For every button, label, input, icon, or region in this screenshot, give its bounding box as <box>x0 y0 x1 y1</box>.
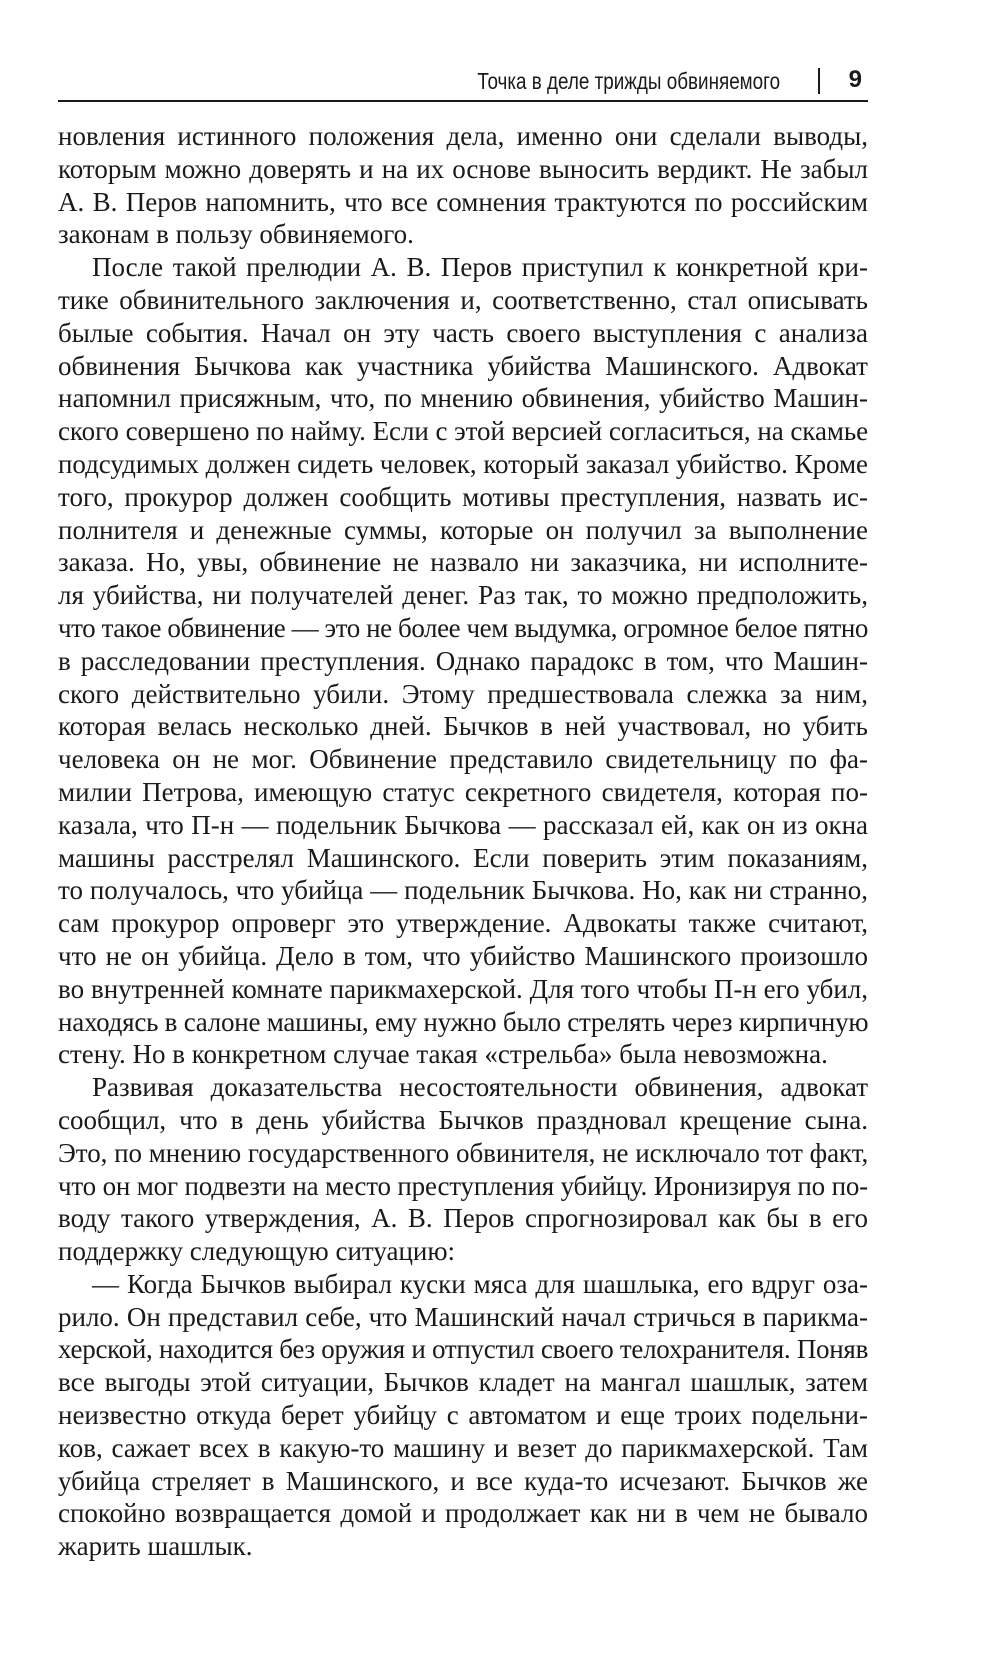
text-line: в расследовании преступления. Однако парадокс в том, что Машин- <box>58 645 868 676</box>
text-line: Это, по мнению государственного обвинителя, не исключало тот факт, <box>58 1137 869 1168</box>
text-line: сам прокурор опроверг это утверждение. Адвокаты также считают, <box>58 908 868 939</box>
text-line: машины расстрелял Машинского. Если поверить этим показаниям, <box>58 842 868 873</box>
text-line: херской, находится без оружия и отпустил своего телохранителя. Поняв <box>58 1334 869 1365</box>
paragraph <box>58 1071 868 1268</box>
text-line: сообщил, что в день убийства Бычков праздновал крещение сына. <box>58 1104 868 1135</box>
header-separator <box>818 68 820 94</box>
text-line: стену. Но в конкретном случае такая «стрельба» была невозможна. <box>58 1039 828 1070</box>
text-line: спокойно возвращается домой и продолжает как ни в чем не бывало <box>58 1498 868 1529</box>
text-line: находясь в салоне машины, ему нужно было стрелять через кирпичную <box>58 1006 869 1037</box>
text-line: А. В. Перов напомнить, что все сомнения трактуются по российским <box>58 186 868 217</box>
text-line: Развивая доказательства несостоятельности обвинения, адвокат <box>92 1072 868 1103</box>
text-line: во внутренней комнате парикмахерской. Для того чтобы П-н его убил, <box>58 973 868 1004</box>
text-line: После такой прелюдии А. В. Перов приступил к конкретной кри- <box>92 252 868 283</box>
text-line: новления истинного положения дела, именно они сделали выводы, <box>58 121 868 151</box>
text-line: неизвестно откуда берет убийцу с автоматом и еще троих подельни- <box>58 1400 868 1431</box>
text-line: милии Петрова, имеющую статус секретного свидетеля, которая по- <box>58 776 868 807</box>
text-line: воду такого утверждения, А. В. Перов спрогнозировал как бы в его <box>58 1203 868 1234</box>
running-title: Точка в деле трижды обвиняемого <box>477 68 780 94</box>
text-line: напомнил присяжным, что, по мнению обвинения, убийство Машин- <box>58 383 868 414</box>
paragraph <box>58 251 868 1071</box>
text-line: ского совершено по найму. Если с этой версией согласиться, на скамье <box>58 416 869 447</box>
text-line: законам в пользу обвиняемого. <box>58 219 414 250</box>
text-line: былые события. Начал он эту часть своего выступления с анализа <box>58 317 868 348</box>
text-line: заказа. Но, увы, обвинение не назвало ни заказчика, ни исполните- <box>58 547 868 578</box>
paragraph <box>58 1268 868 1563</box>
text-line: убийца стреляет в Машинского, и все куда-то исчезают. Бычков же <box>58 1465 868 1496</box>
text-line: что не он убийца. Дело в том, что убийство Машинского произошло <box>58 940 868 971</box>
text-line: того, прокурор должен сообщить мотивы преступления, назвать ис- <box>58 481 868 512</box>
body-text <box>58 120 868 1563</box>
text-line: подсудимых должен сидеть человек, который заказал убийство. Кроме <box>58 448 868 479</box>
page-number: 9 <box>848 66 862 93</box>
text-line: которая велась несколько дней. Бычков в ней участвовал, но убить <box>58 711 868 742</box>
text-line: что он мог подвезти на место преступления убийцу. Иронизируя по по- <box>58 1170 868 1201</box>
text-line: — Когда Бычков выбирал куски мяса для шашлыка, его вдруг оза- <box>92 1268 868 1299</box>
page-header <box>58 64 868 102</box>
text-line: ля убийства, ни получателей денег. Раз так, то можно предположить, <box>58 580 868 611</box>
text-line: казала, что П-н — подельник Бычкова — рассказал ей, как он из окна <box>58 809 868 840</box>
text-line: которым можно доверять и на их основе выносить вердикт. Не забыл <box>58 153 868 184</box>
text-line: человека он не мог. Обвинение представило свидетельницу по фа- <box>58 744 868 775</box>
text-line: то получалось, что убийца — подельник Бычкова. Но, как ни странно, <box>58 875 868 906</box>
text-line: что такое обвинение — это не более чем выдумка, огромное белое пятно <box>58 612 868 643</box>
text-line: тике обвинительного заключения и, соответственно, стал описывать <box>58 284 868 315</box>
text-line: жарить шашлык. <box>58 1531 253 1562</box>
text-line: полнителя и денежные суммы, которые он получил за выполнение <box>58 514 868 545</box>
paragraph <box>58 120 868 251</box>
text-line: ков, сажает всех в какую-то машину и везет до парикмахерской. Там <box>58 1432 868 1463</box>
text-line: поддержку следующую ситуацию: <box>58 1236 456 1267</box>
text-line: ского действительно убили. Этому предшествовала слежка за ним, <box>58 678 868 709</box>
text-line: обвинения Бычкова как участника убийства Машинского. Адвокат <box>58 350 868 381</box>
text-line: все выгоды этой ситуации, Бычков кладет на мангал шашлык, затем <box>58 1367 868 1398</box>
text-line: рило. Он представил себе, что Машинский начал стричься в парикма- <box>58 1301 868 1332</box>
